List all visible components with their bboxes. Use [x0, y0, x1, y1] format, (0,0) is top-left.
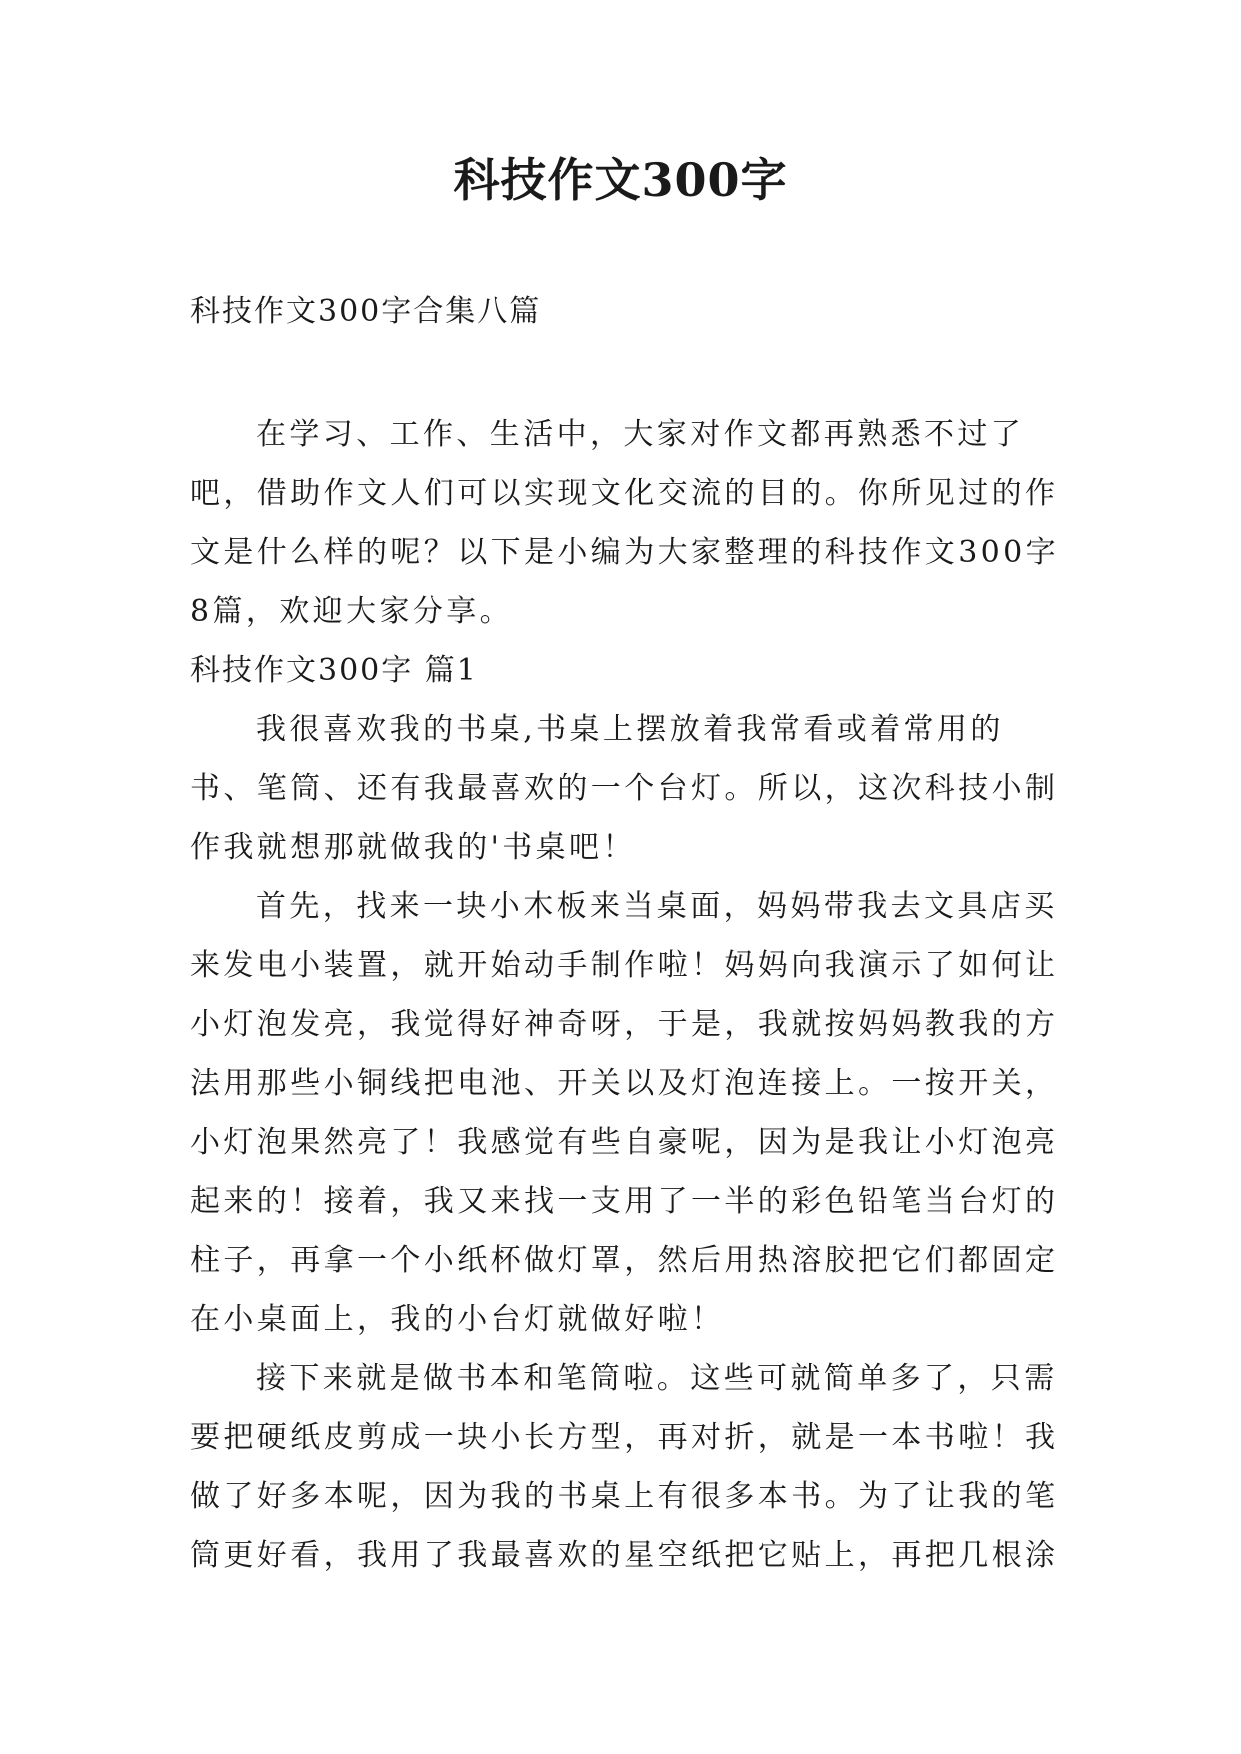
section-heading: 科技作文300字 篇1 — [190, 653, 478, 688]
document-body — [190, 405, 1070, 1585]
body-paragraph: 接下来就是做书本和笔筒啦。这些可就简单多了，只需要把硬纸皮剪成一块小长方型，再对折，就是一本书啦！我做了好多本呢，因为我的书桌上有很多本书。为了让我的笔筒更好看，我用了我最喜欢的星空纸把它贴上，再把几根涂 — [190, 1361, 1059, 1573]
document-title: 科技作文300字 — [453, 153, 788, 207]
intro-paragraph: 在学习、工作、生活中，大家对作文都再熟悉不过了吧，借助作文人们可以实现文化交流的目的。你所见过的作文是什么样的呢？以下是小编为大家整理的科技作文300字8篇，欢迎大家分享。 — [190, 417, 1060, 629]
body-paragraph: 首先，找来一块小木板来当桌面，妈妈带我去文具店买来发电小装置，就开始动手制作啦！妈妈向我演示了如何让小灯泡发亮，我觉得好神奇呀，于是，我就按妈妈教我的方法用那些小铜线把电池、开关以及灯泡连接上。一按开关，小灯泡果然亮了！我感觉有些自豪呢，因为是我让小灯泡亮起来的！接着，我又来找一支用了一半的彩色铅笔当台灯的柱子，再拿一个小纸杯做灯罩，然后用热溶胶把它们都固定在小桌面上，我的小台灯就做好啦！ — [190, 889, 1059, 1337]
document-subtitle: 科技作文300字合集八篇 — [190, 294, 542, 329]
body-paragraph: 我很喜欢我的书桌,书桌上摆放着我常看或着常用的书、笔筒、还有我最喜欢的一个台灯。所以，这次科技小制作我就想那就做我的'书桌吧！ — [190, 712, 1059, 865]
